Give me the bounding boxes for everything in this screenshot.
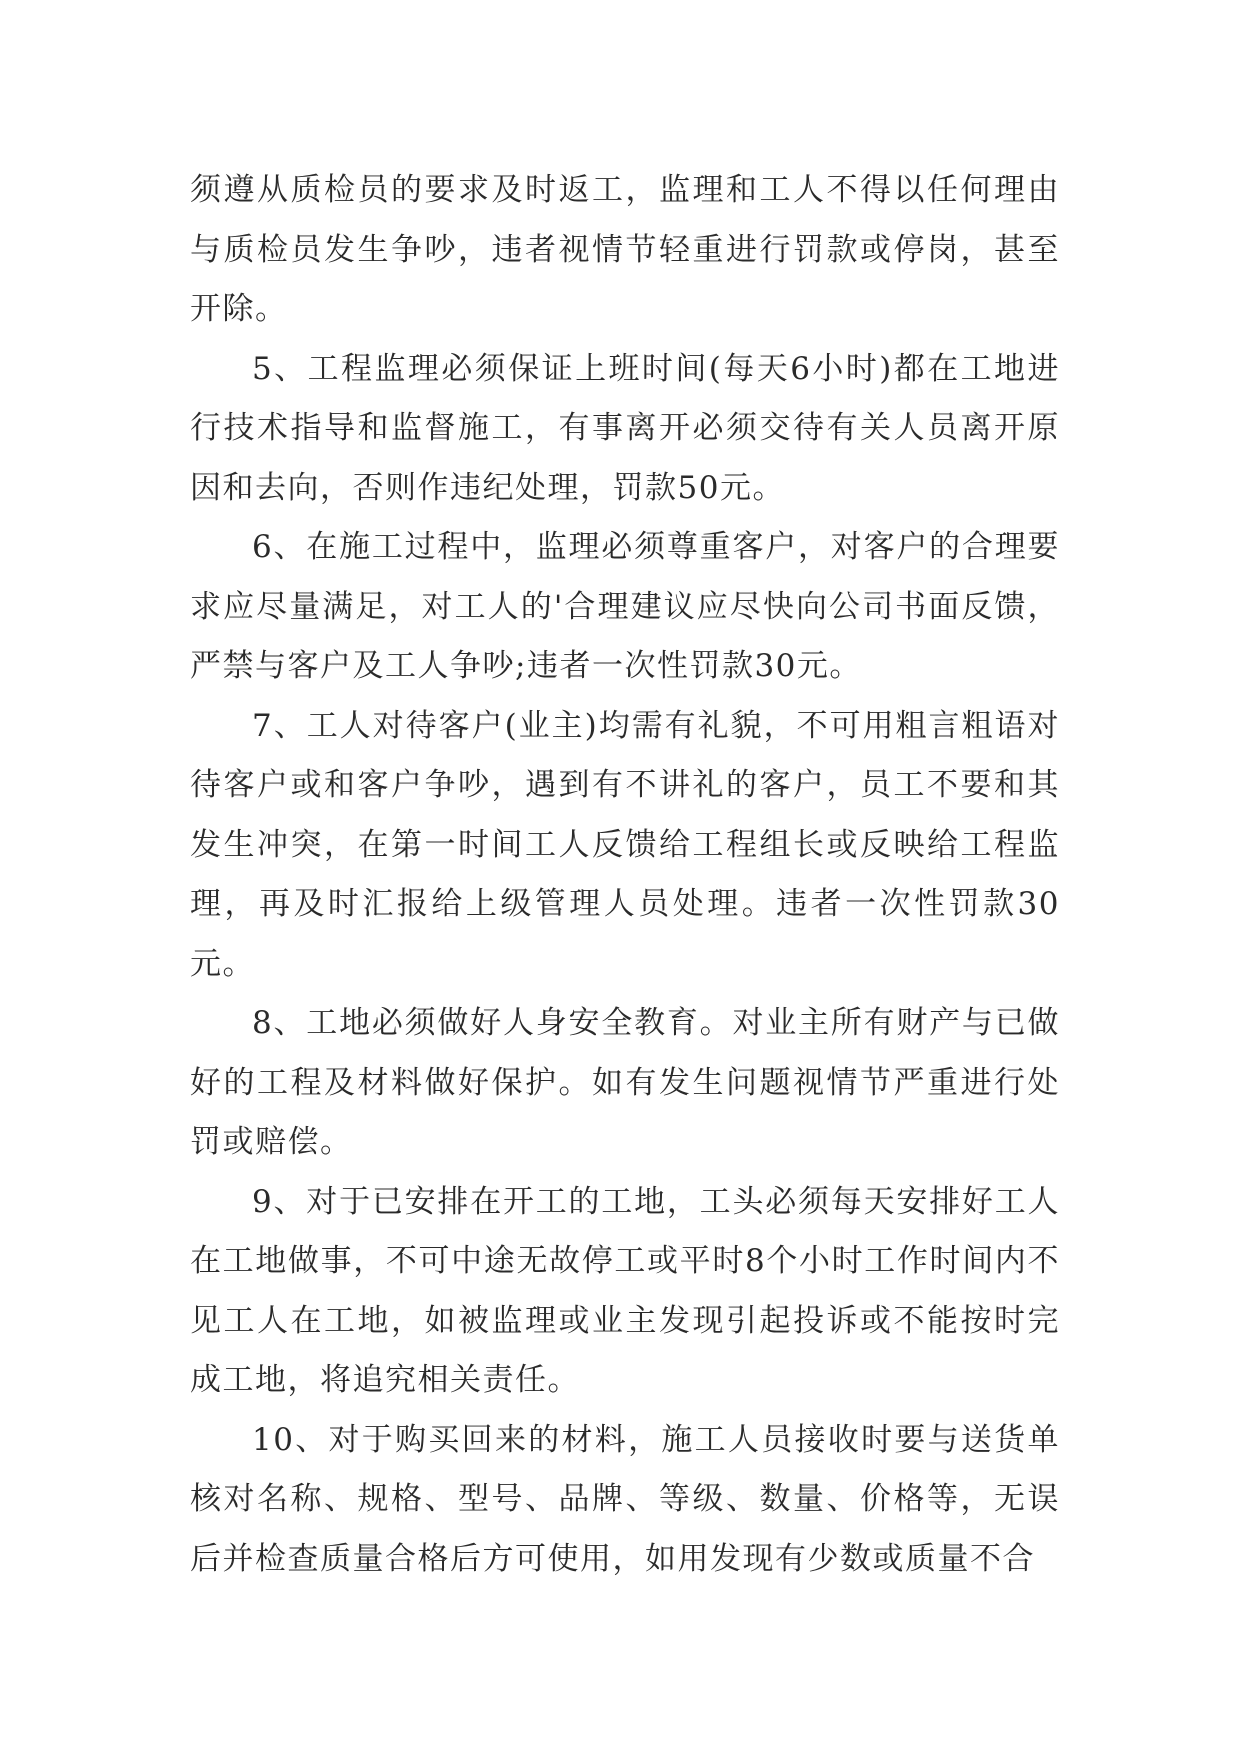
paragraph-item-8: 8、工地必须做好人身安全教育。对业主所有财产与已做好的工程及材料做好保护。如有发生问题视情节严重进行处罚或赔偿。: [190, 1005, 1060, 1160]
paragraph-item-9: 9、对于已安排在开工的工地，工头必须每天安排好工人在工地做事，不可中途无故停工或平时8个小时工作时间内不见工人在工地，如被监理或业主发现引起投诉或不能按时完成工地，将追究相关责任。: [190, 1183, 1060, 1398]
paragraph-item-10: 10、对于购买回来的材料，施工人员接收时要与送货单核对名称、规格、型号、品牌、等级、数量、价格等，无误后并检查质量合格后方可使用，如用发现有少数或质量不合: [190, 1421, 1060, 1577]
paragraph-item-7: 7、工人对待客户(业主)均需有礼貌，不可用粗言粗语对待客户或和客户争吵，遇到有不讲礼的客户，员工不要和其发生冲突，在第一时间工人反馈给工程组长或反映给工程监理，再及时汇报给上级管理人员处理。违者一次性罚款30元。: [190, 707, 1060, 982]
document-body: [190, 161, 1060, 1589]
paragraph-continuation: 须遵从质检员的要求及时返工，监理和工人不得以任何理由与质检员发生争吵，违者视情节轻重进行罚款或停岗，甚至开除。: [190, 172, 1060, 327]
paragraph-item-6: 6、在施工过程中，监理必须尊重客户，对客户的合理要求应尽量满足，对工人的'合理建议应尽快向公司书面反馈，严禁与客户及工人争吵;违者一次性罚款30元。: [190, 529, 1060, 684]
paragraph-item-5: 5、工程监理必须保证上班时间(每天6小时)都在工地进行技术指导和监督施工，有事离开必须交待有关人员离开原因和去向，否则作违纪处理，罚款50元。: [190, 350, 1060, 506]
